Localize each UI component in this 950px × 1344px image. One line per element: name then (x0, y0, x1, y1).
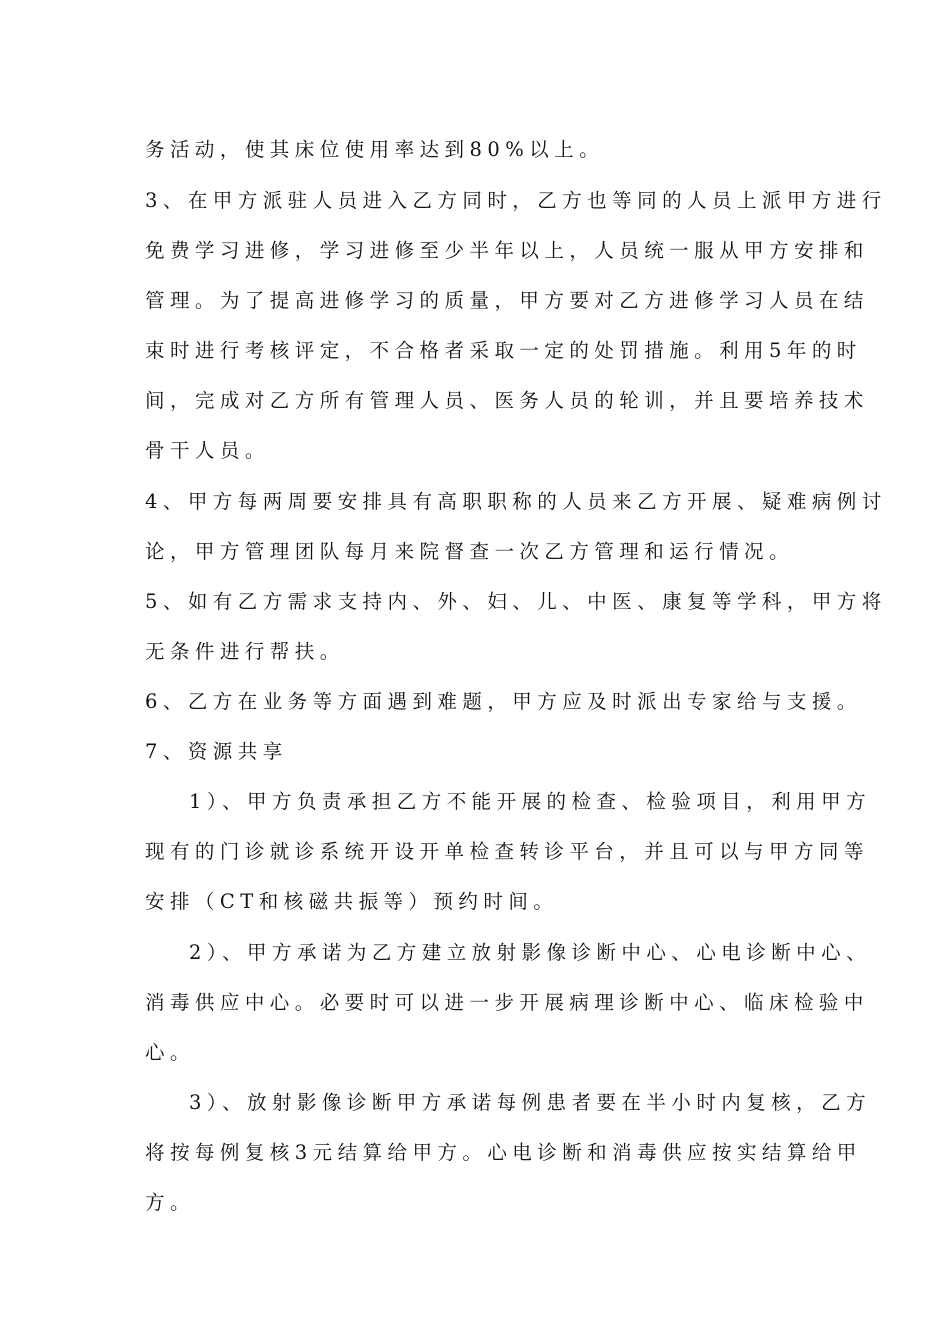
subitem-2-cont: 消毒供应中心。必要时可以进一步开展病理诊断中心、临床检验中 (145, 991, 869, 1014)
paragraph-line-5-start: 5、如有乙方需求支持内、外、妇、儿、中医、康复等学科，甲方将 (145, 590, 887, 613)
paragraph-line-3-cont: 管理。为了提高进修学习的质量，甲方要对乙方进修学习人员在结 (145, 289, 869, 312)
section-heading-7: 7、资源共享 (145, 740, 288, 763)
subitem-2-end: 心。 (145, 1041, 195, 1064)
paragraph-line-3-cont: 免费学习进修，学习进修至少半年以上，人员统一服从甲方安排和 (145, 239, 869, 262)
subitem-3-end: 方。 (145, 1191, 195, 1214)
paragraph-line-3-start: 3、在甲方派驻人员进入乙方同时，乙方也等同的人员上派甲方进行 (145, 189, 887, 212)
subitem-2-start: 2）、甲方承诺为乙方建立放射影像诊断中心、心电诊断中心、 (189, 941, 872, 964)
paragraph-line-4-start: 4、甲方每两周要安排具有高职职称的人员来乙方开展、疑难病例讨 (145, 490, 887, 513)
subitem-1-cont: 现有的门诊就诊系统开设开单检查转诊平台，并且可以与甲方同等 (145, 840, 869, 863)
subitem-3-start: 3）、放射影像诊断甲方承诺每例患者要在半小时内复核，乙方 (189, 1091, 872, 1114)
paragraph-line-2-end: 务活动，使其床位使用率达到80%以上。 (145, 138, 605, 161)
paragraph-line-3-end: 骨干人员。 (145, 439, 270, 462)
paragraph-line-3-cont: 间，完成对乙方所有管理人员、医务人员的轮训，并且要培养技术 (145, 389, 869, 412)
subitem-1-start: 1）、甲方负责承担乙方不能开展的检查、检验项目，利用甲方 (189, 790, 872, 813)
paragraph-line-6: 6、乙方在业务等方面遇到难题，甲方应及时派出专家给与支援。 (145, 690, 862, 713)
paragraph-line-4-end: 论，甲方管理团队每月来院督查一次乙方管理和运行情况。 (145, 540, 794, 563)
subitem-1-end: 安排（CT和核磁共振等）预约时间。 (145, 890, 559, 913)
paragraph-line-3-cont: 束时进行考核评定，不合格者采取一定的处罚措施。利用5年的时 (145, 339, 862, 362)
paragraph-line-5-end: 无条件进行帮扶。 (145, 640, 345, 663)
subitem-3-cont: 将按每例复核3元结算给甲方。心电诊断和消毒供应按实结算给甲 (145, 1141, 862, 1164)
